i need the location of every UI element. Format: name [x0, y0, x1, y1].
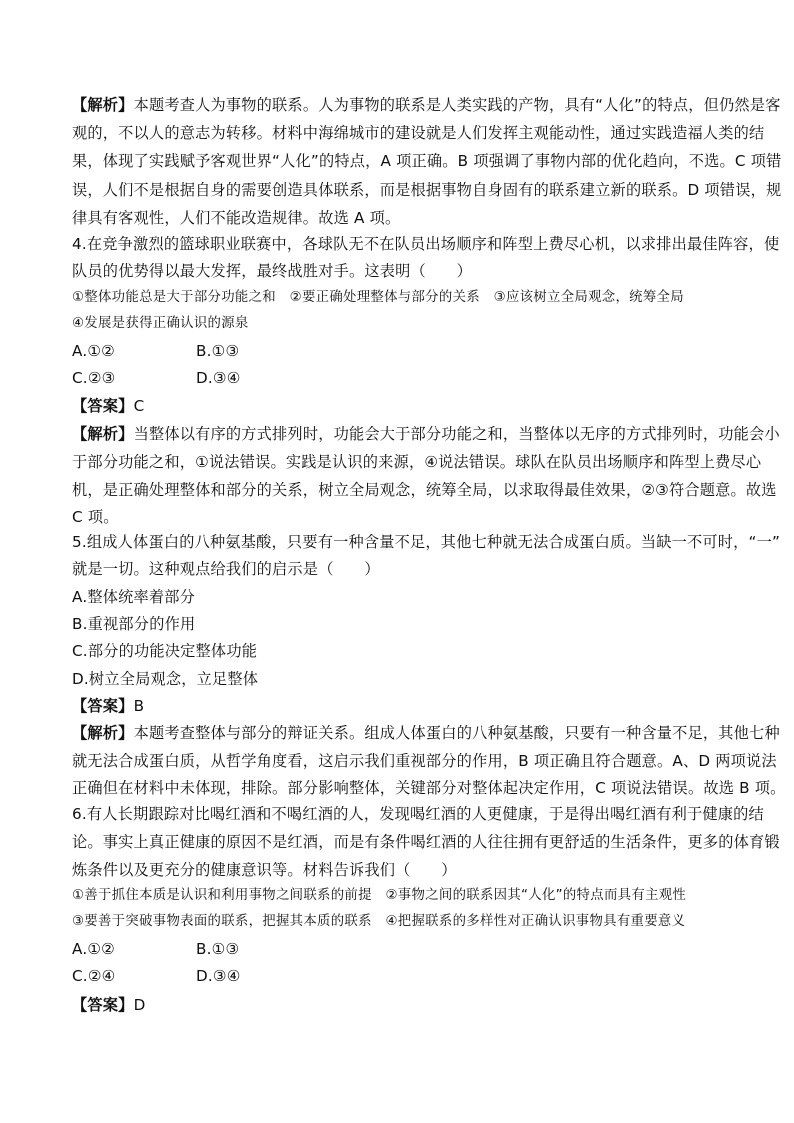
- q4-analysis-line-3: 机，是正确处理整体和部分的关系，树立全局观念，统筹全局，以求取得最佳效果，②③符合题意。故选: [72, 481, 777, 499]
- q6-option-b: B.①③: [196, 940, 240, 958]
- q4-option-b: B.①③: [196, 342, 240, 360]
- q4-analysis-line-1: 【解析】当整体以有序的方式排列时，功能会大于部分功能之和，当整体以无序的方式排列时，功能会小: [72, 425, 780, 443]
- q4-statements-line-2: ④发展是获得正确认识的源泉: [72, 316, 249, 331]
- q5-analysis-line-3: 正确但在材料中未体现，排除。部分影响整体，关键部分对整体起决定作用，C 项说法错误。故选 B 项。: [72, 779, 786, 797]
- q4-options-row-1: [72, 341, 240, 361]
- answer-tag: 【答案】: [72, 996, 134, 1014]
- q6-statements-line-2: ③要善于突破事物表面的联系，把握其本质的联系 ④把握联系的多样性对正确认识事物具有重要意义: [72, 914, 686, 929]
- q4-option-c: C.②③: [72, 369, 116, 387]
- q3-analysis-line-1: 【解析】本题考查人为事物的联系。人为事物的联系是人类实践的产物，具有“人化”的特点，但仍然是客: [72, 96, 781, 114]
- analysis-tag: 【解析】: [72, 425, 134, 443]
- q5-stem-line-1: 5.组成人体蛋白的八种氨基酸，只要有一种含量不足，其他七种就无法合成蛋白质。当缺一不可时，“一”: [72, 533, 781, 551]
- q6-stem-line-2: 论。事实上真正健康的原因不是红酒，而是有条件喝红酒的人往往拥有更舒适的生活条件，更多的体育锻: [72, 833, 780, 851]
- q6-options-row-1: [72, 939, 240, 959]
- q4-option-a: A.①②: [72, 342, 115, 360]
- q5-option-a: A.整体统率着部分: [72, 588, 196, 606]
- q6-answer: 【答案】D: [72, 996, 146, 1014]
- q3-analysis-line-4: 误，人们不是根据自身的需要创造具体联系，而是根据事物自身固有的联系建立新的联系。D 项错误，规: [72, 181, 782, 199]
- q5-option-d: D.树立全局观念，立足整体: [72, 670, 259, 688]
- q6-options-row-2: [72, 966, 241, 986]
- q5-option-b: B.重视部分的作用: [72, 615, 196, 633]
- q5-analysis-line-2: 就无法合成蛋白质，从哲学角度看，这启示我们重视部分的作用，B 项正确且符合题意。A、D 两项说法: [72, 752, 777, 770]
- q5-option-c: C.部分的功能决定整体功能: [72, 642, 258, 660]
- q4-stem-line-2: 队员的优势得以最大发挥，最终战胜对手。这表明（ ）: [72, 262, 473, 280]
- answer-tag: 【答案】: [72, 397, 134, 415]
- q3-analysis-line-3: 果，体现了实践赋予客观世界“人化”的特点，A 项正确。B 项强调了事物内部的优化趋向，不选。C 项错: [72, 152, 782, 170]
- q5-stem-line-2: 就是一切。这种观点给我们的启示是（ ）: [72, 560, 380, 578]
- q6-option-a: A.①②: [72, 940, 115, 958]
- q3-analysis-line-5: 律具有客观性，人们不能改造规律。故选 A 项。: [72, 209, 401, 227]
- q4-stem-line-1: 4.在竞争激烈的篮球职业联赛中，各球队无不在队员出场顺序和阵型上费尽心机，以求排出最佳阵容，使: [72, 235, 780, 253]
- q4-analysis-line-4: C 项。: [72, 508, 119, 526]
- q5-answer: 【答案】B: [72, 697, 145, 715]
- analysis-tag: 【解析】: [72, 96, 134, 114]
- q3-analysis-line-2: 观的，不以人的意志为转移。材料中海绵城市的建设就是人们发挥主观能动性，通过实践造福人类的结: [72, 124, 765, 142]
- q6-option-d: D.③④: [196, 967, 241, 985]
- q4-options-row-2: [72, 368, 241, 388]
- q5-analysis-line-1: 【解析】本题考查整体与部分的辩证关系。组成人体蛋白的八种氨基酸，只要有一种含量不足，其他七种: [72, 724, 780, 742]
- q6-option-c: C.②④: [72, 967, 116, 985]
- q6-stem-line-3: 炼条件以及更充分的健康意识等。材料告诉我们（ ）: [72, 861, 457, 879]
- q6-stem-line-1: 6.有人长期跟踪对比喝红酒和不喝红酒的人，发现喝红酒的人更健康，于是得出喝红酒有利于健康的结: [72, 805, 764, 823]
- q4-answer: 【答案】C: [72, 397, 145, 415]
- answer-tag: 【答案】: [72, 697, 134, 715]
- q6-statements-line-1: ①善于抓住本质是认识和利用事物之间联系的前提 ②事物之间的联系因其“人化”的特点而具有主观性: [72, 888, 687, 903]
- analysis-tag: 【解析】: [72, 724, 134, 742]
- q4-analysis-line-2: 于部分功能之和，①说法错误。实践是认识的来源，④说法错误。球队在队员出场顺序和阵型上费尽心: [72, 453, 762, 471]
- q4-option-d: D.③④: [196, 369, 241, 387]
- q4-statements-line-1: ①整体功能总是大于部分功能之和 ②要正确处理整体与部分的关系 ③应该树立全局观念，统筹全局: [72, 290, 684, 305]
